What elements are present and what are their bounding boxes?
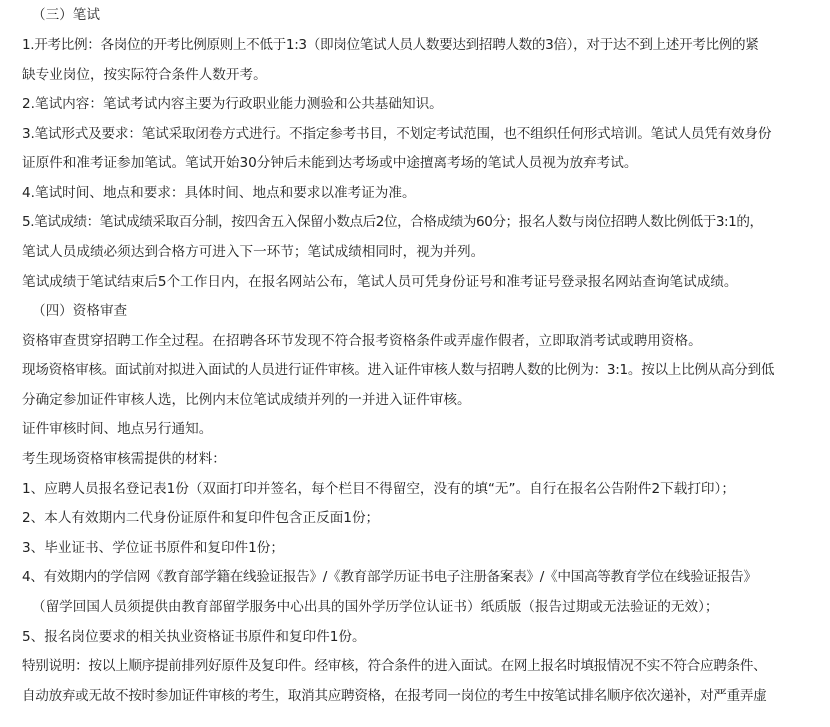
paragraph-line: 5.笔试成绩：笔试成绩采取百分制，按四舍五入保留小数点后2位，合格成绩为60分；报名人数与岗位招聘人数比例低于3:1的，: [22, 214, 763, 230]
paragraph-line: 资格审查贯穿招聘工作全过程。在招聘各环节发现不符合报考资格条件或弄虚作假者，立即取消考试或聘用资格。: [22, 333, 702, 349]
section-heading-written-exam: （三）笔试: [32, 7, 100, 23]
section-heading-qualification-review: （四）资格审查: [32, 303, 128, 319]
paragraph-line: 缺专业岗位，按实际符合条件人数开考。: [22, 67, 267, 83]
paragraph-line: 1.开考比例：各岗位的开考比例原则上不低于1:3（即岗位笔试人员人数要达到招聘人数的3倍），对于达不到上述开考比例的紧: [22, 37, 759, 53]
list-item: 1、应聘人员报名登记表1份（双面打印并签名，每个栏目不得留空，没有的填“无”。自行在报名公告附件2下载打印）；: [22, 481, 735, 497]
paragraph-line: 4.笔试时间、地点和要求：具体时间、地点和要求以准考证为准。: [22, 185, 416, 201]
list-item: 2、本人有效期内二代身份证原件和复印件包含正反面1份；: [22, 510, 380, 526]
paragraph-line: 2.笔试内容：笔试考试内容主要为行政职业能力测验和公共基础知识。: [22, 96, 443, 112]
paragraph-line: 证原件和准考证参加笔试。笔试开始30分钟后未能到达考场或中途擅离考场的笔试人员视为放弃考试。: [22, 155, 638, 171]
paragraph-line: 考生现场资格审核需提供的材料：: [22, 451, 226, 467]
paragraph-line: 现场资格审核。面试前对拟进入面试的人员进行证件审核。进入证件审核人数与招聘人数的比例为：3:1。按以上比例从高分到低: [22, 362, 775, 378]
paragraph-line: 笔试人员成绩必须达到合格方可进入下一环节；笔试成绩相同时，视为并列。: [22, 244, 485, 260]
paragraph-line: 笔试成绩于笔试结束后5个工作日内，在报名网站公布，笔试人员可凭身份证号和准考证号登录报名网站查询笔试成绩。: [22, 274, 738, 290]
list-item: 5、报名岗位要求的相关执业资格证书原件和复印件1份。: [22, 629, 366, 645]
paragraph-line: 分确定参加证件审核人选，比例内末位笔试成绩并列的一并进入证件审核。: [22, 392, 471, 408]
list-item: 3、毕业证书、学位证书原件和复印件1份；: [22, 540, 284, 556]
list-item-continuation: （留学回国人员须提供由教育部留学服务中心出具的国外学历学位认证书）纸质版（报告过期或无法验证的无效）；: [32, 599, 719, 615]
paragraph-line: 3.笔试形式及要求：笔试采取闭卷方式进行。不指定参考书目，不划定考试范围，也不组织任何形式培训。笔试人员凭有效身份: [22, 126, 772, 142]
paragraph-line: 特别说明：按以上顺序提前排列好原件及复印件。经审核，符合条件的进入面试。在网上报名时填报情况不实不符合应聘条件、: [22, 658, 767, 674]
paragraph-line: 证件审核时间、地点另行通知。: [22, 421, 213, 437]
paragraph-line: 自动放弃或无故不按时参加证件审核的考生，取消其应聘资格，在报考同一岗位的考生中按笔试排名顺序依次递补，对严重弄虚: [22, 688, 767, 704]
list-item: 4、有效期内的学信网《教育部学籍在线验证报告》/《教育部学历证书电子注册备案表》/《中国高等教育学位在线验证报告》: [22, 569, 757, 585]
